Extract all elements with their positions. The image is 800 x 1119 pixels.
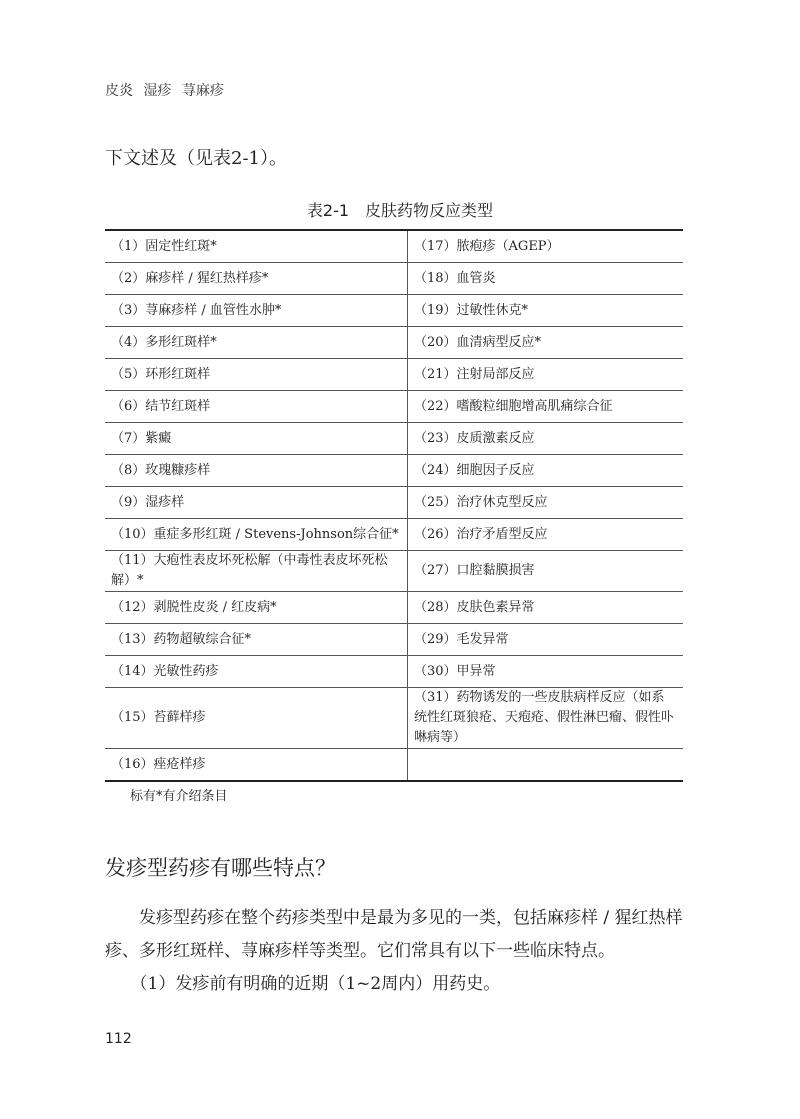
table-cell	[408, 749, 684, 782]
table-cell: （5）环形红斑样	[105, 359, 408, 391]
table-cell: （15）苔藓样疹	[105, 688, 408, 749]
table-cell: （19）过敏性休克*	[408, 295, 684, 327]
table-cell: （10）重症多形红斑 / Stevens-Johnson综合征*	[105, 519, 408, 551]
running-header: 皮炎 湿疹 荨麻疹	[105, 83, 224, 99]
table-row	[105, 391, 683, 423]
table-cell: （7）紫癜	[105, 423, 408, 455]
paragraph: 发疹型药疹在整个药疹类型中是最为多见的一类，包括麻疹样 / 猩红热样疹、多形红斑样、荨麻疹样等类型。它们常具有以下一些临床特点。	[105, 908, 683, 961]
table-row	[105, 624, 683, 656]
table-cell: （21）注射局部反应	[408, 359, 684, 391]
section-heading: 发疹型药疹有哪些特点？	[105, 856, 336, 880]
table-cell: （14）光敏性药疹	[105, 656, 408, 688]
table-row	[105, 592, 683, 624]
table-row	[105, 359, 683, 391]
table-cell: （18）血管炎	[408, 263, 684, 295]
table-cell: （13）药物超敏综合征*	[105, 624, 408, 656]
table-cell: （24）细胞因子反应	[408, 455, 684, 487]
drug-reaction-table	[105, 229, 683, 782]
table-cell: （27）口腔黏膜损害	[408, 551, 684, 592]
table-cell: （23）皮质激素反应	[408, 423, 684, 455]
table-row	[105, 327, 683, 359]
paragraph: （1）发疹前有明确的近期（1~2周内）用药史。	[105, 974, 501, 994]
table-cell: （11）大疱性表皮坏死松解（中毒性表皮坏死松解）*	[105, 551, 408, 592]
table-cell: （25）治疗休克型反应	[408, 487, 684, 519]
table-row	[105, 688, 683, 749]
table-caption: 表2-1 皮肤药物反应类型	[306, 201, 494, 220]
content-flow	[105, 229, 683, 1087]
table-cell: （26）治疗矛盾型反应	[408, 519, 684, 551]
table-cell: （20）血清病型反应*	[408, 327, 684, 359]
table-row	[105, 749, 683, 782]
table-row	[105, 455, 683, 487]
table-cell: （6）结节红斑样	[105, 391, 408, 423]
table-row	[105, 487, 683, 519]
lead-text: 下文述及（见表2-1）。	[105, 148, 287, 169]
table-cell: （9）湿疹样	[105, 487, 408, 519]
table-cell: （2）麻疹样 / 猩红热样疹*	[105, 263, 408, 295]
table-cell: （28）皮肤色素异常	[408, 592, 684, 624]
table-row	[105, 551, 683, 592]
table-cell: （4）多形红斑样*	[105, 327, 408, 359]
table-cell: （12）剥脱性皮炎 / 红皮病*	[105, 592, 408, 624]
table-cell: （29）毛发异常	[408, 624, 684, 656]
table-cell: （16）痤疮样疹	[105, 749, 408, 782]
page-number: 112	[105, 1031, 132, 1047]
table-cell: （30）甲异常	[408, 656, 684, 688]
table-row	[105, 230, 683, 263]
table-cell: （31）药物诱发的一些皮肤病样反应（如系统性红斑狼疮、天疱疮、假性淋巴瘤、假性卟啉病等）	[408, 688, 684, 749]
table-cell: （3）荨麻疹样 / 血管性水肿*	[105, 295, 408, 327]
table-note: 标有*有介绍条目	[130, 789, 228, 804]
table-cell: （22）嗜酸粒细胞增高肌痛综合征	[408, 391, 684, 423]
table-row	[105, 423, 683, 455]
table-row	[105, 295, 683, 327]
table-row	[105, 656, 683, 688]
table-cell: （8）玫瑰糠疹样	[105, 455, 408, 487]
table-cell: （1）固定性红斑*	[105, 230, 408, 263]
table-row	[105, 263, 683, 295]
table-cell: （17）脓疱疹（AGEP）	[408, 230, 684, 263]
table-row	[105, 519, 683, 551]
